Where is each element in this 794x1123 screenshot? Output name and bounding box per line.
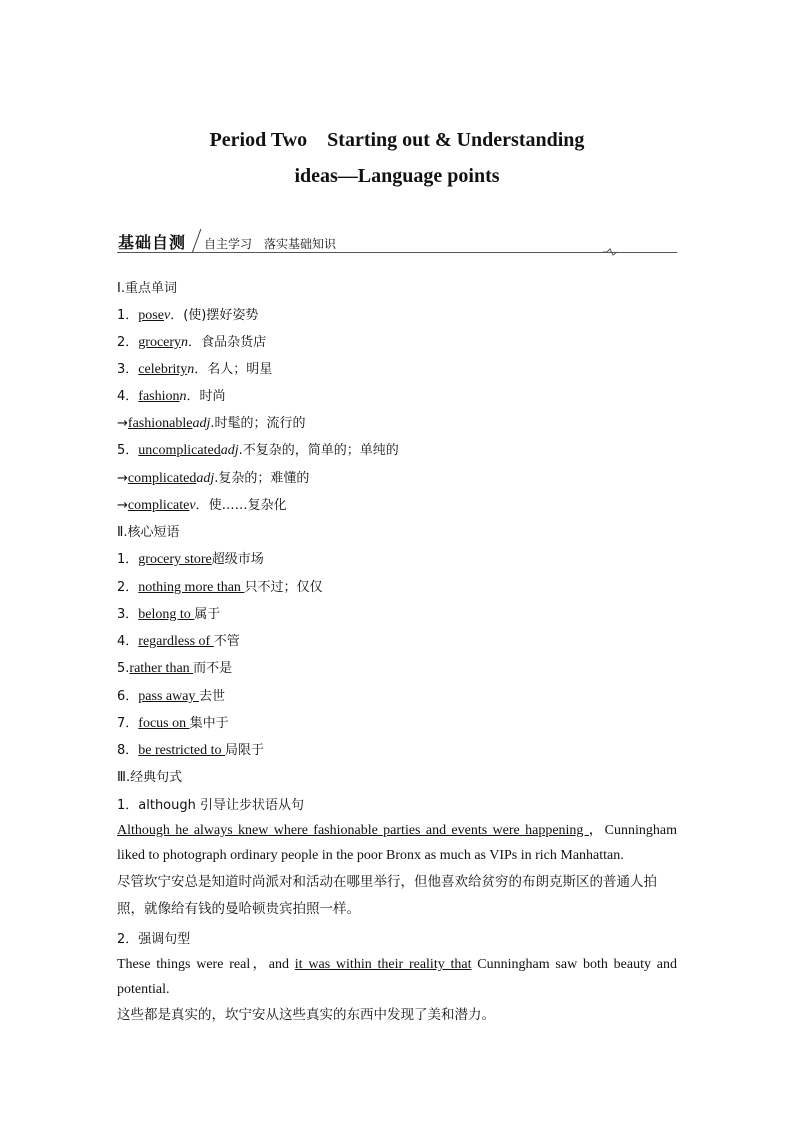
item-number: 3． [117, 362, 139, 377]
banner-rule-mark [603, 248, 617, 256]
part-of-speech: n [179, 389, 187, 404]
phrase-item [117, 657, 232, 677]
sentence-2-underlined: it was within their reality that [294, 957, 472, 972]
item-number: 1． [117, 308, 139, 323]
phrase-meaning: 超级市场 [211, 552, 264, 567]
banner-subtitle: 自主学习 落实基础知识 [204, 237, 337, 251]
sentence-1-translation: 尽管坎宁安总是知道时尚派对和活动在哪里举行，但他喜欢给贫穷的布朗克斯区的普通人拍照，就像给有钱的曼哈顿贵宾拍照一样。 [117, 874, 657, 917]
vocab-word: fashionable [127, 416, 193, 431]
banner-divider [192, 229, 202, 253]
vocab-meaning: 时尚 [199, 389, 226, 404]
vocab-word: grocery [138, 335, 182, 350]
item-number: 4． [117, 389, 139, 404]
phrase-meaning: 局限于 [224, 743, 264, 758]
item-number: 5． [117, 443, 139, 458]
separator: . [238, 443, 243, 458]
sentence-2-rest: Cunningham saw both beauty and potential. [117, 957, 677, 997]
phrase: focus on [138, 716, 190, 731]
phrase: grocery store [138, 552, 212, 567]
phrase-meaning: 集中于 [189, 716, 229, 731]
item-number: 1． [117, 552, 139, 567]
arrow-marker: → [117, 416, 128, 431]
phrase-meaning: 不管 [213, 634, 240, 649]
vocab-meaning: 不复杂的，简单的；单纯的 [242, 443, 399, 458]
banner-title: 基础自测 [118, 233, 187, 252]
phrase: rather than [129, 661, 194, 676]
part-of-speech: n [187, 362, 195, 377]
vocab-item [117, 385, 226, 405]
separator: . [210, 416, 215, 431]
phrase: regardless of [138, 634, 214, 649]
item-number: 5. [117, 661, 130, 676]
item-number: 7． [117, 716, 139, 731]
sentence-2-translation: 这些都是真实的，坎宁安从这些真实的东西中发现了美和潜力。 [117, 1007, 495, 1023]
separator: ． [188, 335, 202, 350]
vocab-meaning: 复杂的；难懂的 [218, 471, 310, 486]
arrow-marker: → [117, 471, 128, 486]
vocab-item [117, 331, 266, 351]
separator: . [214, 471, 219, 486]
section-3-heading: Ⅲ.经典句式 [117, 770, 183, 785]
phrase: nothing more than [138, 580, 245, 595]
banner-rule [117, 252, 677, 253]
part-of-speech: v [189, 498, 196, 513]
phrase-meaning: 属于 [194, 607, 221, 622]
item-number: 2． [117, 335, 139, 350]
vocab-item [117, 439, 399, 459]
page-title-line-2: ideas—Language points [294, 165, 500, 187]
sentence-2-example [117, 952, 677, 1002]
vocab-word: complicated [127, 471, 197, 486]
vocab-meaning: 食品杂货店 [201, 335, 267, 350]
vocab-item [117, 467, 309, 487]
separator: ． [170, 308, 184, 323]
part-of-speech: v [163, 308, 171, 323]
phrase-meaning: 只不过；仅仅 [244, 580, 323, 595]
vocab-meaning: 时髦的；流行的 [214, 416, 306, 431]
phrase: be restricted to [138, 743, 225, 758]
vocab-word: celebrity [138, 362, 188, 377]
sentence-1-underlined: Although he always knew where fashionable parties and events were happening [117, 823, 589, 838]
page-title-line-1: Period Two Starting out & Understanding [209, 129, 585, 151]
section-2-heading: Ⅱ.核心短语 [117, 525, 180, 540]
item-number: 2． [117, 580, 139, 595]
sentence-2-label: 2．强调句型 [117, 932, 191, 947]
sentence-1-label: 1．although 引导让步状语从句 [117, 798, 305, 813]
section-1-heading: Ⅰ.重点单词 [117, 281, 177, 296]
item-number: 8． [117, 743, 139, 758]
sentence-2-before: These things were real，and [117, 957, 295, 972]
arrow-marker: → [117, 498, 128, 513]
phrase-item [117, 603, 220, 623]
vocab-meaning: 使……复杂化 [208, 498, 287, 513]
vocab-word: pose [138, 308, 164, 323]
vocab-word: fashion [138, 389, 180, 404]
vocab-item [117, 412, 305, 432]
separator: ． [194, 362, 208, 377]
item-number: 4． [117, 634, 139, 649]
phrase: belong to [138, 607, 195, 622]
item-number: 6． [117, 689, 139, 704]
part-of-speech: n [181, 335, 189, 350]
phrase-item [117, 630, 240, 650]
part-of-speech: adj [196, 471, 215, 486]
vocab-word: uncomplicated [138, 443, 221, 458]
separator: ． [186, 389, 200, 404]
vocab-word: complicate [127, 498, 190, 513]
phrase-meaning: 而不是 [193, 661, 233, 676]
vocab-item [117, 358, 272, 378]
phrase-item [117, 576, 322, 596]
phrase-item [117, 548, 264, 568]
phrase: pass away [138, 689, 199, 704]
phrase-item [117, 739, 264, 759]
vocab-item [117, 494, 287, 514]
phrase-item [117, 712, 229, 732]
sentence-1-rest: ，Cunningham liked to photograph ordinary people in the poor Bronx as much as VIPs in rich Manhattan. [117, 823, 677, 863]
separator: ． [195, 498, 209, 513]
vocab-meaning: 名人；明星 [207, 362, 273, 377]
sentence-1-example [117, 818, 677, 868]
phrase-meaning: 去世 [198, 689, 225, 704]
phrase-item [117, 685, 225, 705]
item-number: 3． [117, 607, 139, 622]
section-banner [117, 228, 677, 256]
part-of-speech: adj [192, 416, 211, 431]
vocab-meaning: (使)摆好姿势 [183, 308, 259, 323]
part-of-speech: adj [220, 443, 239, 458]
vocab-item [117, 304, 258, 324]
